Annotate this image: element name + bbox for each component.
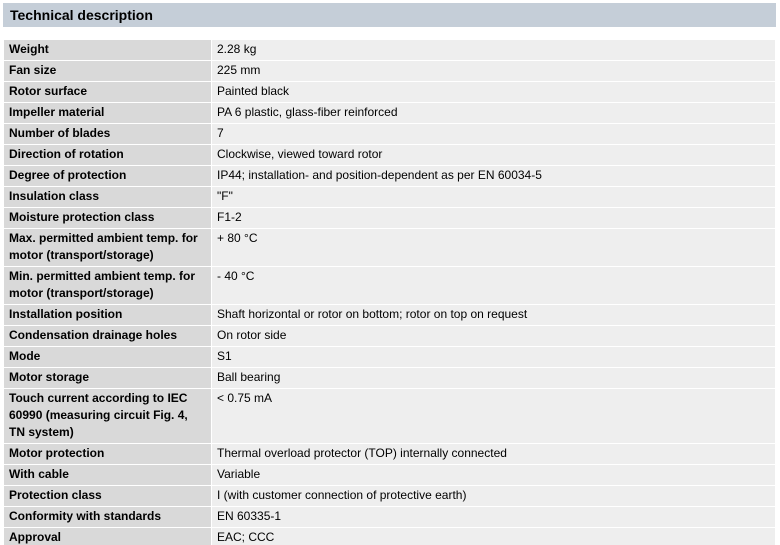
spec-value: I (with customer connection of protective earth) [212, 486, 776, 507]
table-row [4, 124, 776, 145]
spec-label: Min. permitted ambient temp. for motor (transport/storage) [4, 267, 212, 305]
spec-label: Fan size [4, 61, 212, 82]
spec-value: "F" [212, 187, 776, 208]
spec-label: Motor storage [4, 368, 212, 389]
table-row [4, 389, 776, 444]
spec-label: Number of blades [4, 124, 212, 145]
spec-label: Insulation class [4, 187, 212, 208]
spec-label: Direction of rotation [4, 145, 212, 166]
spec-value: S1 [212, 347, 776, 368]
spec-value: Clockwise, viewed toward rotor [212, 145, 776, 166]
spec-label: Approval [4, 528, 212, 545]
table-row [4, 347, 776, 368]
spec-value: F1-2 [212, 208, 776, 229]
spec-value: 7 [212, 124, 776, 145]
table-row [4, 507, 776, 528]
table-row [4, 444, 776, 465]
table-row [4, 145, 776, 166]
spec-label: Rotor surface [4, 82, 212, 103]
spec-value: - 40 °C [212, 267, 776, 305]
table-row [4, 486, 776, 507]
spec-value: PA 6 plastic, glass-fiber reinforced [212, 103, 776, 124]
spec-label: Protection class [4, 486, 212, 507]
table-row [4, 305, 776, 326]
table-row [4, 267, 776, 305]
table-row [4, 82, 776, 103]
spec-value: EAC; CCC [212, 528, 776, 545]
spec-label: With cable [4, 465, 212, 486]
spec-value: Shaft horizontal or rotor on bottom; rotor on top on request [212, 305, 776, 326]
spec-label: Installation position [4, 305, 212, 326]
spec-value: < 0.75 mA [212, 389, 776, 444]
spec-label: Max. permitted ambient temp. for motor (transport/storage) [4, 229, 212, 267]
spec-label: Mode [4, 347, 212, 368]
table-row [4, 61, 776, 82]
spec-value: 2.28 kg [212, 40, 776, 61]
table-row [4, 103, 776, 124]
spec-label: Conformity with standards [4, 507, 212, 528]
spec-label: Impeller material [4, 103, 212, 124]
table-row [4, 465, 776, 486]
section-title: Technical description [10, 7, 153, 23]
spec-value: Variable [212, 465, 776, 486]
spec-label: Weight [4, 40, 212, 61]
spec-value: IP44; installation- and position-dependent as per EN 60034-5 [212, 166, 776, 187]
table-row [4, 187, 776, 208]
table-row [4, 166, 776, 187]
spec-label: Condensation drainage holes [4, 326, 212, 347]
spec-value: EN 60335-1 [212, 507, 776, 528]
spec-label: Motor protection [4, 444, 212, 465]
table-row [4, 326, 776, 347]
table-row [4, 40, 776, 61]
section-header [3, 3, 776, 27]
spec-value: Painted black [212, 82, 776, 103]
spec-value: + 80 °C [212, 229, 776, 267]
table-row [4, 368, 776, 389]
spec-value: 225 mm [212, 61, 776, 82]
table-row [4, 208, 776, 229]
spec-value: Thermal overload protector (TOP) internally connected [212, 444, 776, 465]
technical-spec-table [3, 39, 776, 545]
spec-label: Touch current according to IEC 60990 (measuring circuit Fig. 4, TN system) [4, 389, 212, 444]
spec-label: Degree of protection [4, 166, 212, 187]
table-row [4, 229, 776, 267]
table-row [4, 528, 776, 545]
spec-value: Ball bearing [212, 368, 776, 389]
spec-label: Moisture protection class [4, 208, 212, 229]
spec-value: On rotor side [212, 326, 776, 347]
